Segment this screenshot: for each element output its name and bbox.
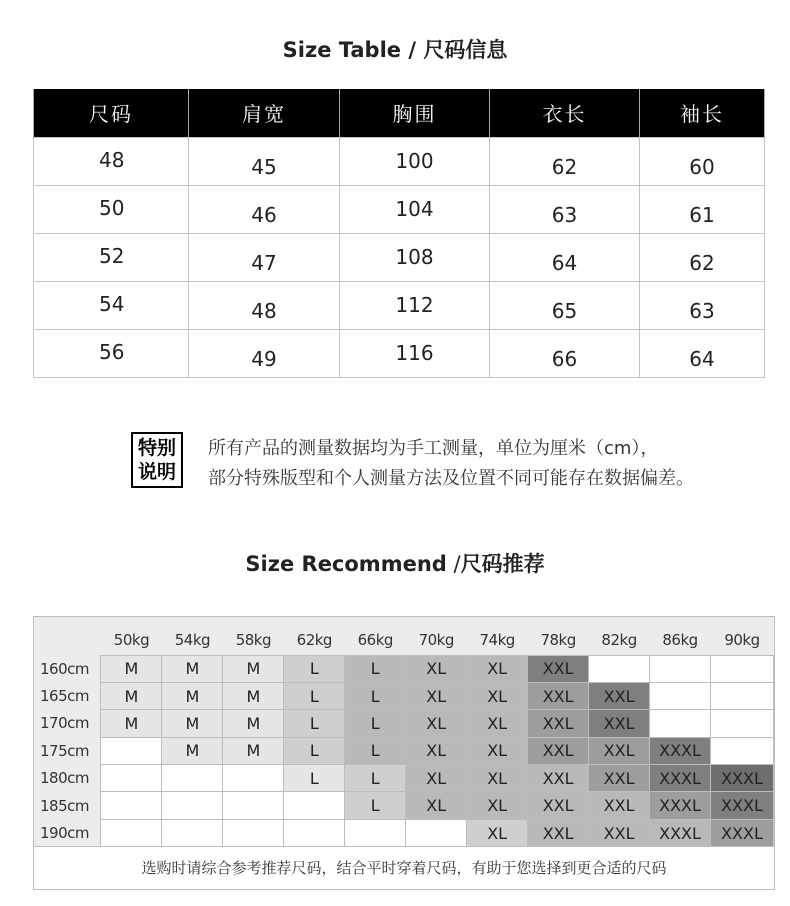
weight-label: 50kg — [113, 630, 150, 649]
header-sleeve: 袖长 — [640, 89, 765, 137]
height-label: 180cm — [40, 769, 89, 788]
size-cell — [650, 710, 711, 737]
size-cell: L — [284, 655, 345, 682]
special-note-label-line2: 说明 — [137, 461, 176, 483]
special-note-line1: 所有产品的测量数据均为手工测量，单位为厘米（cm）， — [208, 438, 659, 459]
size-cell: XXL — [528, 765, 589, 792]
size-cell: XXXL — [650, 765, 711, 792]
size-recommend-grid — [33, 616, 775, 890]
size-cell: XL — [467, 792, 528, 819]
height-row — [34, 737, 774, 764]
size-cell: XXL — [528, 819, 589, 846]
size-cell — [223, 765, 284, 792]
size-cell: M — [101, 655, 162, 682]
table-row — [34, 281, 765, 329]
size-cell: XL — [406, 682, 467, 709]
size-cell — [711, 655, 774, 682]
size-cell — [589, 655, 650, 682]
size-cell: XXL — [528, 737, 589, 764]
size-cell — [223, 792, 284, 819]
table-cell: 46 — [189, 185, 340, 233]
table-row — [34, 137, 765, 185]
table-cell: 100 — [340, 137, 490, 185]
table-row — [34, 185, 765, 233]
table-cell: 50 — [34, 185, 189, 233]
weight-label: 74kg — [479, 630, 515, 649]
size-cell — [711, 737, 774, 764]
size-cell — [101, 737, 162, 764]
size-cell: XL — [406, 710, 467, 737]
size-cell: M — [223, 655, 284, 682]
height-row — [34, 819, 774, 846]
size-cell: XL — [467, 819, 528, 846]
height-row — [34, 655, 774, 682]
recommend-title-cn: 尺码推荐 — [460, 552, 545, 576]
table-cell: 108 — [340, 233, 490, 281]
special-note-line2: 部分特殊版型和个人测量方法及位置不同可能存在数据偏差。 — [208, 468, 694, 489]
size-cell — [284, 792, 345, 819]
size-cell: L — [345, 682, 406, 709]
size-cell — [650, 655, 711, 682]
weight-label: 90kg — [724, 630, 760, 649]
size-cell: XXXL — [711, 765, 774, 792]
size-cell: XL — [467, 655, 528, 682]
weight-label: 58kg — [235, 630, 271, 649]
table-cell: 60 — [640, 137, 765, 185]
table-cell: 63 — [640, 281, 765, 329]
size-cell — [101, 765, 162, 792]
size-cell — [711, 682, 774, 709]
weight-label: 54kg — [174, 630, 211, 649]
recommend-title — [0, 548, 790, 578]
size-cell: XXL — [589, 819, 650, 846]
size-cell: XL — [467, 682, 528, 709]
header-chest: 胸围 — [340, 89, 490, 137]
table-cell: 52 — [34, 233, 189, 281]
weight-label: 78kg — [540, 630, 576, 649]
special-note-label-line1: 特别 — [137, 437, 176, 459]
weight-label: 62kg — [296, 630, 332, 649]
table-cell: 65 — [490, 281, 640, 329]
size-cell: M — [101, 710, 162, 737]
size-cell — [162, 765, 223, 792]
size-cell: XXL — [528, 710, 589, 737]
table-cell: 47 — [189, 233, 340, 281]
size-cell — [162, 792, 223, 819]
size-cell: L — [284, 765, 345, 792]
table-cell: 49 — [189, 329, 340, 377]
size-cell: M — [162, 710, 223, 737]
corner-cell — [34, 625, 101, 655]
size-table-header — [34, 89, 765, 137]
size-cell — [223, 819, 284, 846]
height-row — [34, 682, 774, 709]
recommend-title-separator: / — [446, 552, 461, 576]
size-cell — [650, 682, 711, 709]
size-cell: M — [162, 655, 223, 682]
header-size: 尺码 — [34, 89, 189, 137]
recommend-title-en: Size Recommend — [245, 552, 447, 576]
table-cell: 56 — [34, 329, 189, 377]
size-cell — [101, 792, 162, 819]
size-cell: M — [223, 682, 284, 709]
size-cell — [406, 819, 467, 846]
weight-header-row — [34, 625, 774, 655]
height-label: 165cm — [40, 687, 89, 706]
height-row — [34, 765, 774, 792]
table-cell: 54 — [34, 281, 189, 329]
size-cell: XL — [406, 792, 467, 819]
size-cell: XXL — [528, 655, 589, 682]
size-cell: XXXL — [711, 792, 774, 819]
height-label: 185cm — [40, 796, 89, 815]
table-cell: 116 — [340, 329, 490, 377]
size-cell — [345, 819, 406, 846]
special-note-text — [208, 434, 694, 494]
size-cell: M — [162, 682, 223, 709]
size-cell: M — [162, 737, 223, 764]
table-cell: 112 — [340, 281, 490, 329]
weight-label: 70kg — [418, 630, 454, 649]
size-cell: XXL — [528, 682, 589, 709]
table-cell: 48 — [34, 137, 189, 185]
weight-label: 86kg — [662, 630, 698, 649]
size-cell: L — [345, 655, 406, 682]
weight-label: 66kg — [357, 630, 393, 649]
size-table-title: Size Table / 尺码信息 — [282, 38, 508, 62]
height-label: 190cm — [40, 824, 89, 843]
table-cell: 48 — [189, 281, 340, 329]
height-row — [34, 792, 774, 819]
recommend-footer: 选购时请综合参考推荐尺码，结合平时穿着尺码，有助于您选择到更合适的尺码 — [34, 846, 774, 889]
header-length: 衣长 — [490, 89, 640, 137]
table-cell: 62 — [640, 233, 765, 281]
size-cell: XL — [406, 655, 467, 682]
table-cell: 64 — [640, 329, 765, 377]
header-shoulder: 肩宽 — [189, 89, 340, 137]
size-cell: L — [345, 765, 406, 792]
size-cell: XL — [406, 737, 467, 764]
table-cell: 61 — [640, 185, 765, 233]
size-cell: XXL — [528, 792, 589, 819]
size-cell — [101, 819, 162, 846]
size-table — [33, 89, 765, 378]
table-cell: 63 — [490, 185, 640, 233]
size-cell: L — [345, 710, 406, 737]
size-cell: M — [223, 737, 284, 764]
size-cell: XXL — [589, 765, 650, 792]
size-cell: L — [345, 737, 406, 764]
table-cell: 66 — [490, 329, 640, 377]
table-cell: 64 — [490, 233, 640, 281]
size-cell: L — [284, 710, 345, 737]
size-cell: XXL — [589, 682, 650, 709]
table-cell: 62 — [490, 137, 640, 185]
height-label: 175cm — [40, 741, 89, 760]
size-cell: XXXL — [650, 737, 711, 764]
size-cell: M — [101, 682, 162, 709]
size-cell: XL — [467, 765, 528, 792]
size-cell: L — [284, 682, 345, 709]
size-cell — [162, 819, 223, 846]
size-cell: XXXL — [711, 819, 774, 846]
height-label: 170cm — [40, 714, 89, 733]
size-cell — [284, 819, 345, 846]
height-label: 160cm — [40, 659, 89, 678]
size-cell: L — [284, 737, 345, 764]
table-cell: 45 — [189, 137, 340, 185]
size-cell: XXXL — [650, 819, 711, 846]
weight-label: 82kg — [601, 630, 637, 649]
special-note-label — [131, 432, 183, 488]
size-cell: XL — [467, 737, 528, 764]
size-cell: XXL — [589, 792, 650, 819]
table-cell: 104 — [340, 185, 490, 233]
size-cell: XXL — [589, 710, 650, 737]
recommend-table — [34, 625, 774, 847]
table-row — [34, 329, 765, 377]
size-cell: L — [345, 792, 406, 819]
size-cell — [711, 710, 774, 737]
height-row — [34, 710, 774, 737]
size-cell: XXL — [589, 737, 650, 764]
size-cell: XL — [467, 710, 528, 737]
size-cell: XXXL — [650, 792, 711, 819]
size-cell: M — [223, 710, 284, 737]
table-row — [34, 233, 765, 281]
size-cell: XL — [406, 765, 467, 792]
